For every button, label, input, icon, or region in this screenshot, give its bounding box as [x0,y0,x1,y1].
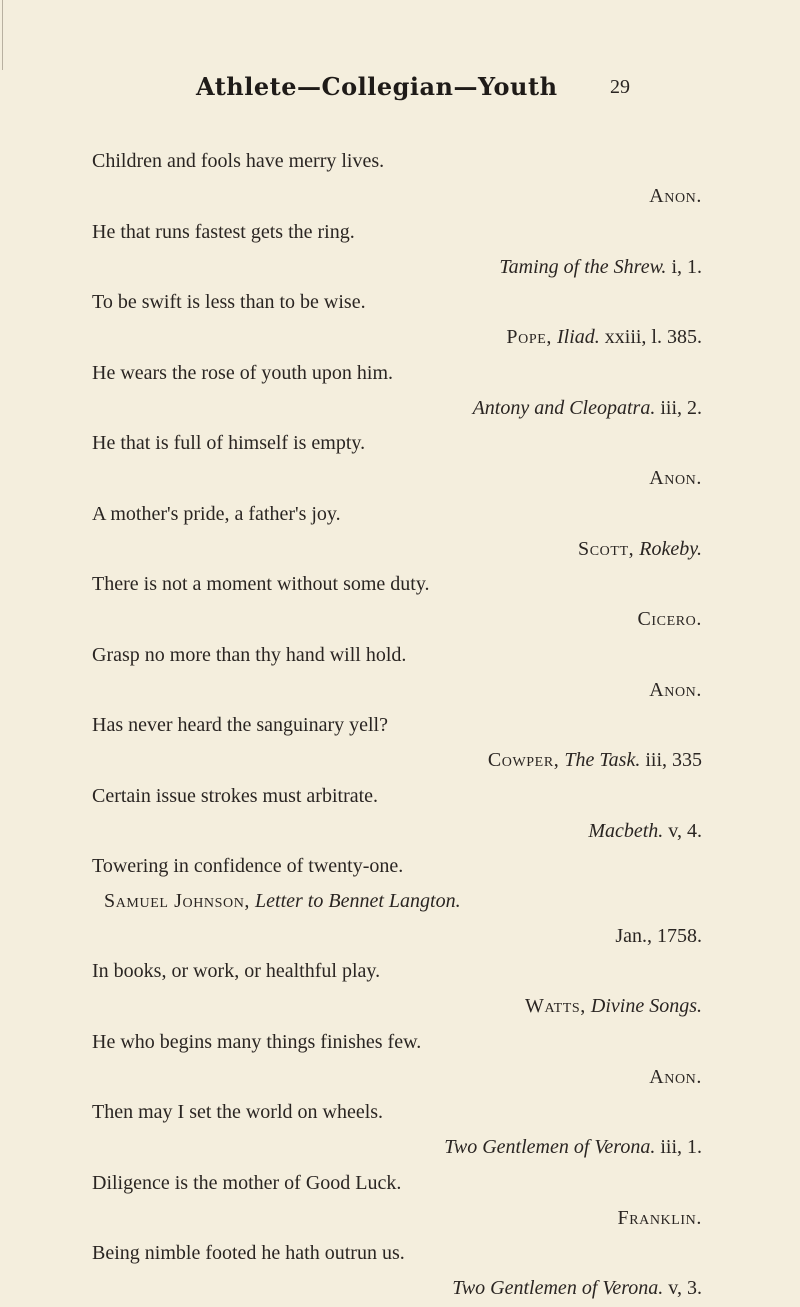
quote-reference: v, 4. [668,819,702,842]
quote-author: Cowper, [487,749,560,771]
quote-work: Antony and Cleopatra. [472,396,656,419]
quote-work: Divine Songs. [590,995,702,1017]
quote-source [92,602,704,637]
quote-entry [92,285,704,356]
quote-text: To be swift is less than to be wise. [92,291,366,313]
quote-reference: iii, 1. [660,1136,702,1158]
page-header [0,72,800,112]
quote-text: Children and fools have merry lives. [92,150,385,172]
quote-source [92,1130,704,1165]
quote-author: Franklin. [617,1206,702,1229]
quote-entry [92,849,704,954]
quote-source [92,814,704,849]
running-title: Athlete—Collegian—Youth [196,72,558,101]
quote-source [92,532,704,567]
quote-source [92,989,704,1024]
quote-source [92,743,704,778]
quote-text: A mother's pride, a father's joy. [92,502,341,525]
quote-source [92,179,704,214]
quote-source [92,461,704,496]
quote-author: Anon. [649,467,702,489]
quote-text: He that runs fastest gets the ring. [92,220,355,243]
quote-author: Watts, [524,995,586,1017]
quote-text: Diligence is the mother of Good Luck. [92,1171,402,1194]
quote-entry [92,1166,704,1237]
quote-text: Has never heard the sanguinary yell? [92,714,388,736]
quote-work: Rokeby. [639,537,702,560]
quote-text: Being nimble footed he hath outrun us. [92,1242,405,1264]
quote-entry [92,426,704,497]
quote-entry [92,497,704,568]
quote-reference: iii, 2. [660,396,702,419]
quote-source [92,673,704,708]
quote-author: Scott, [577,537,635,560]
quote-reference: i, 1. [671,255,702,278]
quote-work: The Task. [564,749,641,771]
quote-work: Two Gentlemen of Verona. [444,1136,656,1158]
quote-work: Two Gentlemen of Verona. [452,1277,664,1299]
quote-text: In books, or work, or healthful play. [92,960,381,982]
quote-work: Iliad. [556,326,600,348]
quote-source [92,320,704,355]
quote-text: He wears the rose of youth upon him. [92,361,394,384]
quote-source [92,1060,704,1095]
quote-reference: xxiii, l. 385. [604,326,702,348]
quote-source [92,1271,704,1306]
quote-entry [92,1095,704,1166]
quote-work: Macbeth. [588,819,664,842]
quote-reference: iii, 335 [645,749,702,771]
quote-source [92,391,704,426]
quote-text: Certain issue strokes must arbitrate. [92,784,379,807]
quote-source [92,250,704,285]
quote-entry [92,779,704,850]
page-edge-line [2,0,3,70]
quote-author: Samuel Johnson, [104,890,251,912]
quote-entry [92,356,704,427]
page-number: 29 [610,76,630,98]
quote-source [92,884,704,919]
quote-author: Anon. [649,185,702,207]
quote-source [92,1201,704,1236]
quote-author: Anon. [649,678,702,701]
quote-text: There is not a moment without some duty. [92,573,430,595]
quote-entry [92,708,704,779]
quote-text: Towering in confidence of twenty-one. [92,855,404,877]
quote-date: Jan., 1758. [615,925,702,947]
quote-entry [92,1025,704,1096]
quote-author: Cicero. [637,608,702,630]
quote-entry [92,1236,704,1307]
quote-entry [92,638,704,709]
quote-entry [92,567,704,638]
quote-text: Grasp no more than thy hand will hold. [92,643,407,666]
quote-entry [92,215,704,286]
quote-reference: v, 3. [668,1277,702,1299]
quote-entry [92,144,704,215]
quote-text: Then may I set the world on wheels. [92,1101,384,1123]
quotation-list [92,144,704,1307]
quote-entry [92,954,704,1025]
quote-author: Pope, [506,326,552,348]
quote-author: Anon. [649,1065,702,1088]
quote-text: He that is full of himself is empty. [92,432,366,454]
quote-text: He who begins many things finishes few. [92,1030,422,1053]
quote-work: Letter to Bennet Langton. [255,890,461,912]
quote-work: Taming of the Shrew. [499,255,667,278]
